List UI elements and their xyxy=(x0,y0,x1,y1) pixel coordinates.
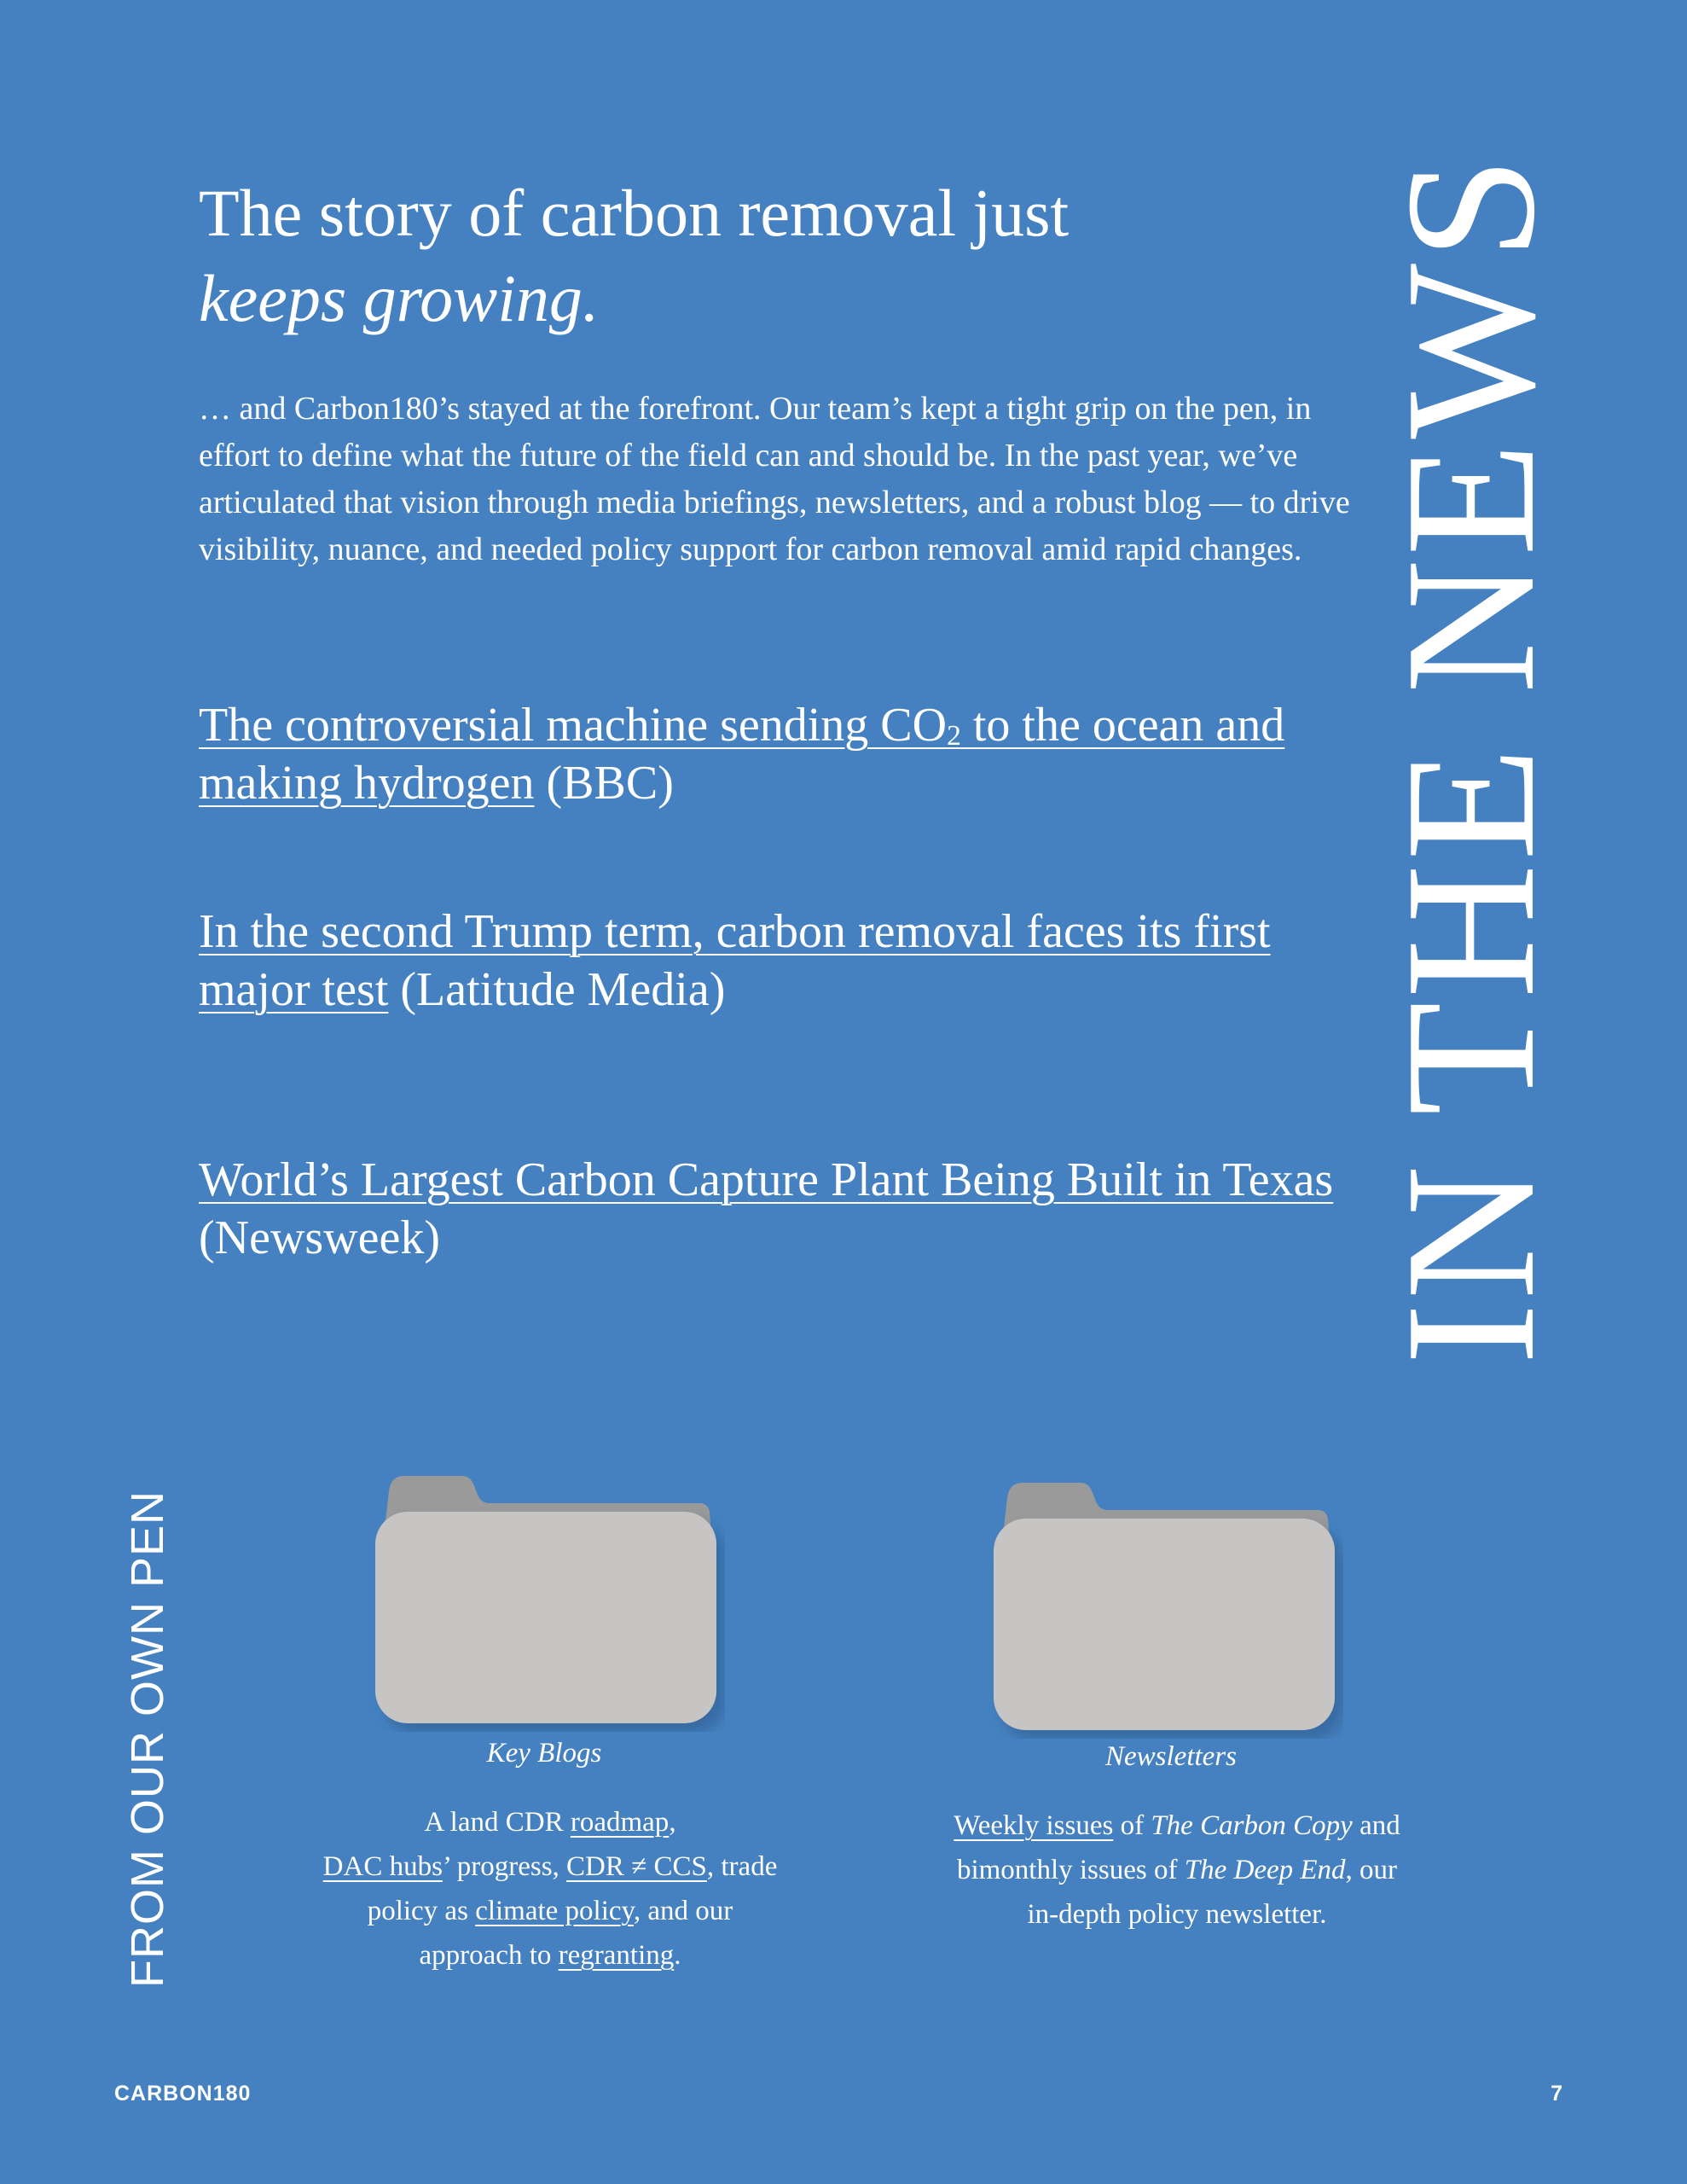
deep-end-title: The Deep End xyxy=(1184,1855,1346,1885)
desc-text: ’ progress, xyxy=(442,1851,567,1882)
news-title-subscript: 2 xyxy=(947,720,961,752)
desc-text: of xyxy=(1113,1810,1151,1841)
headline-line1: The story of carbon removal just xyxy=(199,176,1070,250)
news-item-bbc xyxy=(199,696,1376,812)
headline-line2: keeps growing. xyxy=(199,261,600,335)
news-title-part1: The controversial machine sending CO xyxy=(199,699,948,752)
side-subtitle: FROM OUR OWN PEN xyxy=(122,1490,173,1988)
key-blogs-description xyxy=(316,1800,785,1978)
desc-text: and bimonthly issues of xyxy=(956,1810,1400,1885)
page-number: 7 xyxy=(1551,2082,1562,2106)
desc-text: , and our approach to xyxy=(419,1896,733,1971)
desc-text: A land CDR xyxy=(424,1807,571,1838)
dac-hubs-link[interactable]: DAC hubs xyxy=(322,1851,443,1882)
regranting-link[interactable]: regranting xyxy=(558,1940,675,1971)
climate-policy-link[interactable]: climate policy xyxy=(475,1896,634,1926)
intro-paragraph: … and Carbon180’s stayed at the forefront. Our team’s kept a tight grip on the pen, in effort to define what the future of the field can and should be. In the past year, we’ve articulated that vision through media briefings, newsletters, and a robust blog — to drive visibility, nuance, and needed policy support for carbon removal amid rapid changes. xyxy=(199,391,1350,567)
roadmap-link[interactable]: roadmap xyxy=(570,1807,670,1838)
page-headline xyxy=(199,171,1376,341)
news-source: (BBC) xyxy=(534,757,674,810)
desc-text: , our in-depth policy newsletter. xyxy=(1027,1855,1398,1930)
desc-text: , trade policy as xyxy=(367,1851,778,1926)
news-title-part2: to the ocean and making hydrogen xyxy=(199,699,1285,810)
news-source: (Latitude Media) xyxy=(388,963,726,1016)
news-item-latitude xyxy=(199,903,1376,1019)
desc-text: , xyxy=(669,1807,676,1838)
news-link-latitude[interactable]: In the second Trump term, carbon removal faces its first major test xyxy=(199,905,1271,1016)
news-item-newsweek xyxy=(199,1151,1376,1267)
key-blogs-label: Key Blogs xyxy=(486,1738,602,1769)
key-blogs-folder-icon[interactable] xyxy=(367,1467,725,1732)
newsletters-label: Newsletters xyxy=(1105,1741,1237,1772)
newsletters-description xyxy=(947,1804,1407,1937)
news-link-newsweek[interactable]: World’s Largest Carbon Capture Plant Being Built in Texas xyxy=(199,1153,1334,1206)
newsletters-folder-icon[interactable] xyxy=(985,1474,1343,1739)
weekly-issues-link[interactable]: Weekly issues xyxy=(954,1810,1114,1841)
footer-brand: CARBON180 xyxy=(114,2082,252,2106)
desc-text: . xyxy=(674,1940,681,1971)
side-title: IN THE NEWS xyxy=(1368,153,1574,1365)
news-source: (Newsweek) xyxy=(199,1211,440,1264)
carbon-copy-title: The Carbon Copy xyxy=(1151,1810,1353,1841)
news-link-bbc[interactable] xyxy=(199,699,1284,810)
cdr-ccs-link[interactable]: CDR ≠ CCS xyxy=(566,1851,707,1882)
